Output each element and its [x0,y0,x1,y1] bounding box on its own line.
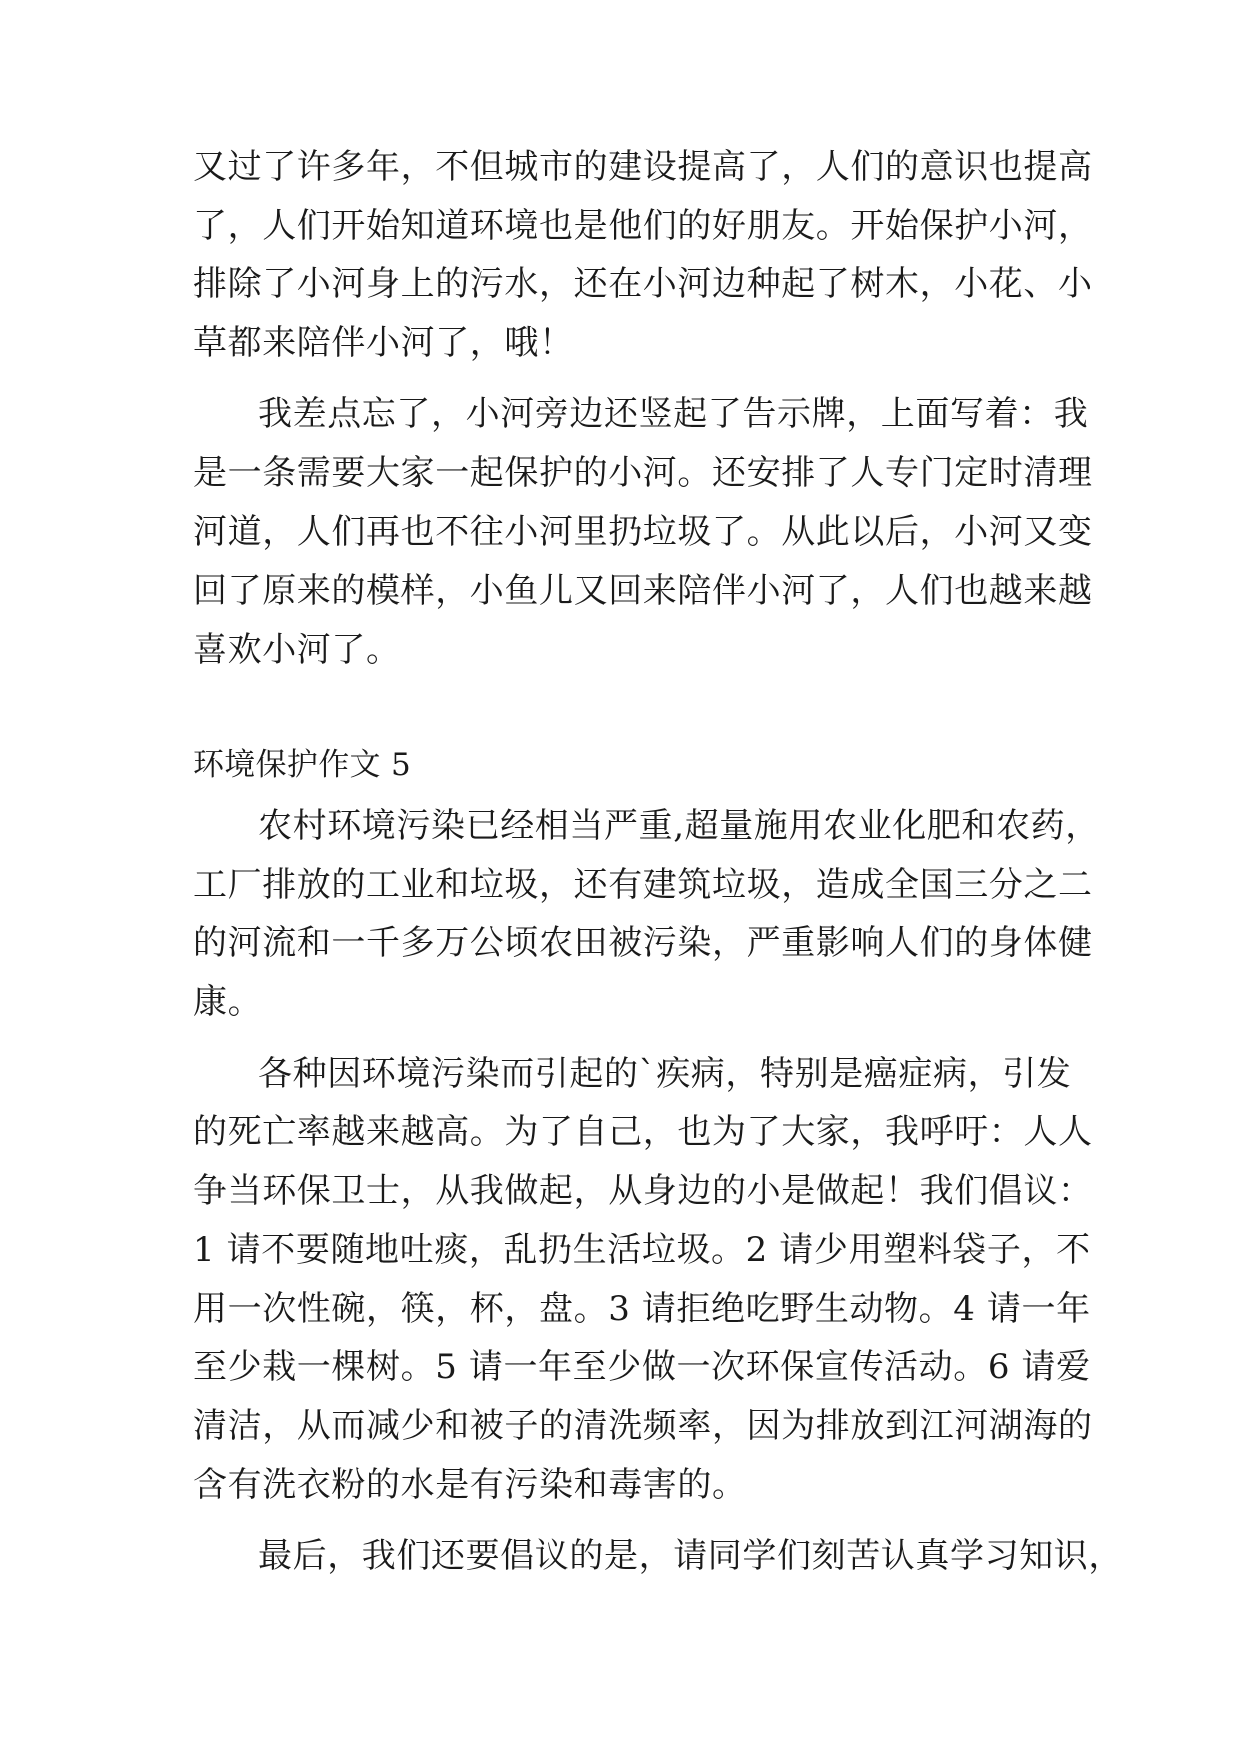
paragraph-line: 的死亡率越来越高。为了自己，也为了大家，我呼吁：人人 [193,1112,1093,1152]
paragraph-line: 我差点忘了，小河旁边还竖起了告示牌，上面写着：我 [258,394,1089,434]
paragraph-line: 又过了许多年，不但城市的建设提高了，人们的意识也提高 [193,147,1093,187]
paragraph-line: 喜欢小河了。 [193,630,401,670]
paragraph-line: 用一次性碗，筷，杯，盘。3 请拒绝吃野生动物。4 请一年 [193,1289,1091,1329]
paragraph-line: 草都来陪伴小河了，哦！ [193,323,574,363]
paragraph-line: 各种因环境污染而引起的`疾病，特别是癌症病，引发 [258,1054,1072,1094]
paragraph-line: 康。 [193,982,263,1022]
paragraph-line: 的河流和一千多万公顷农田被污染，严重影响人们的身体健 [193,923,1093,963]
paragraph-line: 了，人们开始知道环境也是他们的好朋友。开始保护小河， [193,206,1093,246]
paragraph-line: 河道，人们再也不往小河里扔垃圾了。从此以后，小河又变 [193,512,1093,552]
paragraph-line: 清洁，从而减少和被子的清洗频率，因为排放到江河湖海的 [193,1406,1093,1446]
paragraph-line: 工厂排放的工业和垃圾，还有建筑垃圾，造成全国三分之二 [193,865,1093,905]
paragraph-line: 争当环保卫士，从我做起，从身边的小是做起！我们倡议： [193,1171,1093,1211]
paragraph-line: 最后，我们还要倡议的是，请同学们刻苦认真学习知识， [258,1536,1123,1576]
paragraph-line: 回了原来的模样，小鱼儿又回来陪伴小河了，人们也越来越 [193,571,1093,611]
section-heading: 环境保护作文 5 [193,747,411,783]
paragraph-line: 排除了小河身上的污水，还在小河边种起了树木，小花、小 [193,264,1093,304]
paragraph-line: 至少栽一棵树。5 请一年至少做一次环保宣传活动。6 请爱 [193,1347,1091,1387]
paragraph-line: 1 请不要随地吐痰，乱扔生活垃圾。2 请少用塑料袋子，不 [193,1230,1091,1270]
paragraph-line: 农村环境污染已经相当严重,超量施用农业化肥和农药， [258,806,1100,846]
paragraph-line: 含有洗衣粉的水是有污染和毒害的。 [193,1465,747,1505]
paragraph-line: 是一条需要大家一起保护的小河。还安排了人专门定时清理 [193,453,1093,493]
